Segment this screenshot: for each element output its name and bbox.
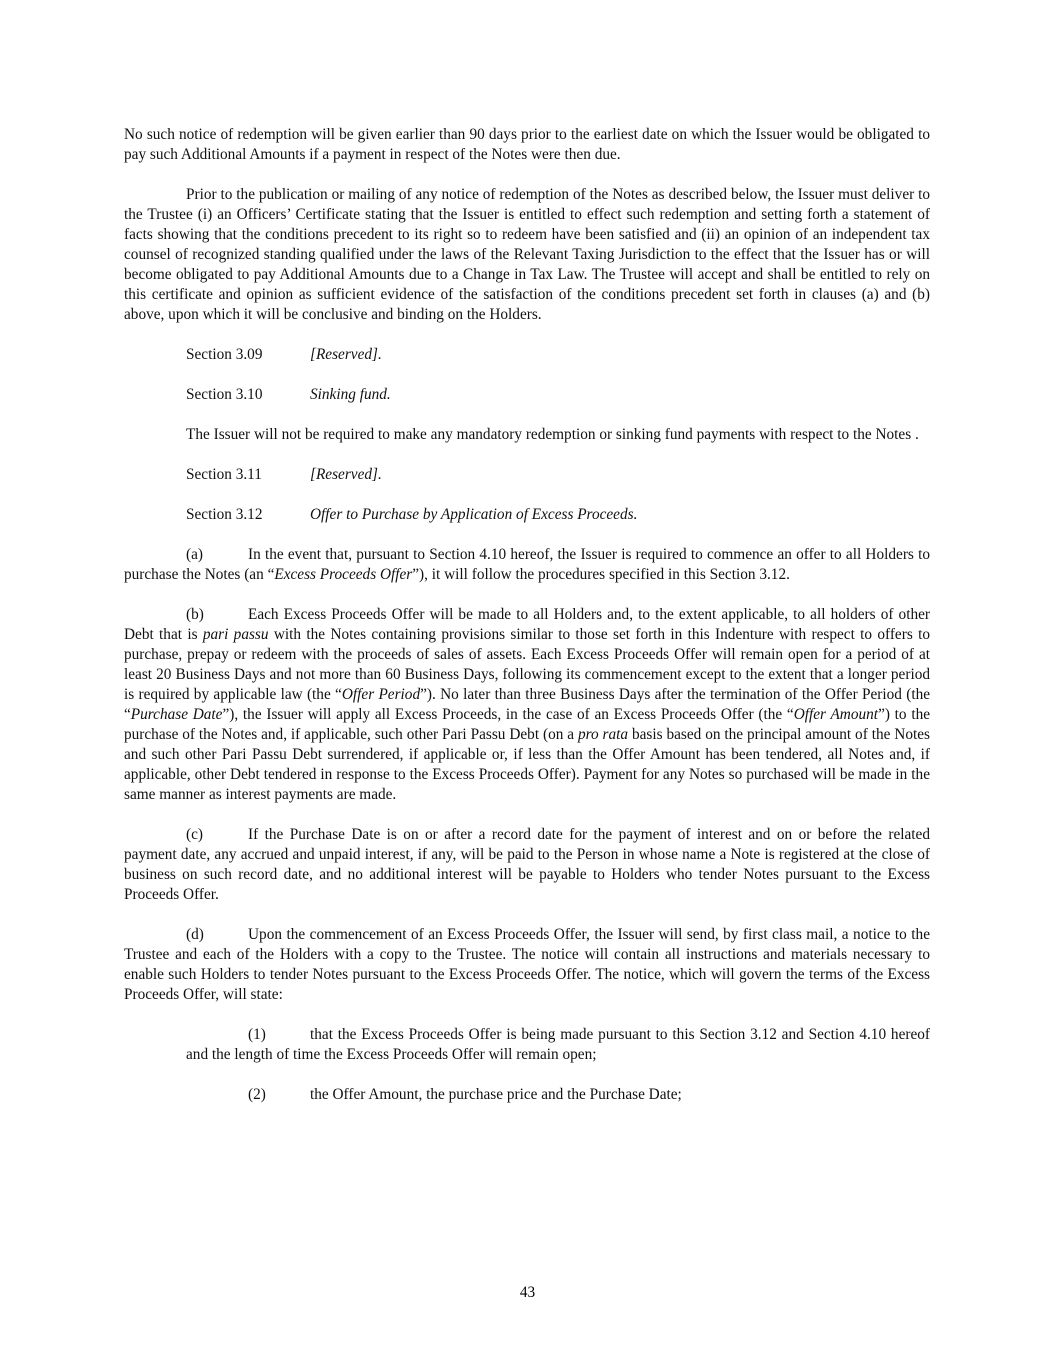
section-3-12-heading <box>186 505 930 525</box>
clause-text: Each Excess Proceeds Offer will be made to all Holders and, to the extent applicable, to all holders of other Debt that is <box>124 606 930 643</box>
clause-text: basis based on the principal amount of the Notes and such other Pari Passu Debt surrendered, if applicable or, if less than the Offer Amount has been tendered, all Notes and, if applicable, other Debt tendered in response to the Excess Proceeds Offer). Payment for any Notes so purchased will be made in the same manner as interest payments are made. <box>124 726 930 803</box>
clause-a <box>124 545 930 585</box>
subclause-text: the Offer Amount, the purchase price and the Purchase Date; <box>310 1086 682 1103</box>
clause-label: (d) <box>186 926 204 943</box>
section-title: [Reserved]. <box>310 466 382 483</box>
subclause-label: (2) <box>248 1086 266 1103</box>
clause-label: (b) <box>186 606 204 623</box>
section-title: [Reserved]. <box>310 346 382 363</box>
clause-c <box>124 825 930 905</box>
clause-text: If the Purchase Date is on or after a record date for the payment of interest and on or before the related payment date, any accrued and unpaid interest, if any, will be paid to the Person in whose name a Note is registered at the close of business on such record date, and no additional interest will be payable to Holders who tender Notes pursuant to the Excess Proceeds Offer. <box>124 826 930 903</box>
section-3-10-heading <box>186 385 930 405</box>
italic-term: pro rata <box>577 726 629 743</box>
section-number: Section 3.11 <box>186 466 262 483</box>
defined-term: Offer Amount <box>793 706 879 723</box>
paragraph-notice-timing: No such notice of redemption will be given earlier than 90 days prior to the earliest date on which the Issuer would be obligated to pay such Additional Amounts if a payment in respect of the Notes were then due. <box>124 126 930 163</box>
italic-term: pari passu <box>202 626 269 643</box>
paragraph-officers-certificate: Prior to the publication or mailing of any notice of redemption of the Notes as described below, the Issuer must deliver to the Trustee (i) an Officers’ Certificate stating that the Issuer is entitled to effect such redemption and setting forth a statement of facts showing that the conditions precedent to its right so to redeem have been satisfied and (ii) an opinion of an independent tax counsel of recognized standing qualified under the laws of the Relevant Taxing Jurisdiction to the effect that the Issuer has or will become obligated to pay Additional Amounts due to a Change in Tax Law. The Trustee will accept and shall be entitled to rely on this certificate and opinion as sufficient evidence of the satisfaction of the conditions precedent set forth in clauses (a) and (b) above, upon which it will be conclusive and binding on the Holders. <box>124 186 930 323</box>
defined-term: Excess Proceeds Offer <box>274 566 413 583</box>
section-number: Section 3.09 <box>186 346 263 363</box>
section-title: Offer to Purchase by Application of Excess Proceeds. <box>310 506 638 523</box>
subclause-2 <box>186 1085 930 1105</box>
clause-text: ”). No later than three Business Days after the termination of the Offer Period (the “ <box>124 686 931 723</box>
clause-b <box>124 605 930 805</box>
clause-text: Upon the commencement of an Excess Proceeds Offer, the Issuer will send, by first class mail, a notice to the Trustee and each of the Holders with a copy to the Trustee. The notice will contain all instructions and materials necessary to enable such Holders to tender Notes pursuant to the Excess Proceeds Offer. The notice, which will govern the terms of the Excess Proceeds Offer, will state: <box>124 926 930 1003</box>
defined-term: Offer Period <box>341 686 421 703</box>
subclause-text: that the Excess Proceeds Offer is being made pursuant to this Section 3.12 and Section 4.10 hereof and the length of time the Excess Proceeds Offer will remain open; <box>186 1026 930 1063</box>
clause-text: In the event that, pursuant to Section 4.10 hereof, the Issuer is required to commence an offer to all Holders to purchase the Notes (an “ <box>124 546 930 583</box>
section-number: Section 3.10 <box>186 386 263 403</box>
section-3-11-heading <box>186 465 930 485</box>
page-number: 43 <box>519 1284 536 1301</box>
section-3-09-heading <box>186 345 930 365</box>
subclause-1 <box>186 1025 930 1065</box>
section-title: Sinking fund. <box>310 386 391 403</box>
document-page <box>124 125 930 1125</box>
clause-text: ”), the Issuer will apply all Excess Proceeds, in the case of an Excess Proceeds Offer (the “ <box>222 706 794 723</box>
clause-text: ”), it will follow the procedures specified in this Section 3.12. <box>412 566 790 583</box>
clause-text: ”) to the purchase of the Notes and, if applicable, such other Pari Passu Debt (on a <box>124 706 931 743</box>
paragraph-sinking-fund: The Issuer will not be required to make any mandatory redemption or sinking fund payments with respect to the Notes . <box>186 426 919 443</box>
subclause-label: (1) <box>248 1026 266 1043</box>
section-number: Section 3.12 <box>186 506 263 523</box>
clause-text: with the Notes containing provisions similar to those set forth in this Indenture with respect to offers to purchase, prepay or redeem with the proceeds of sales of assets. Each Excess Proceeds Offer will remain open for a period of at least 20 Business Days and not more than 60 Business Days, following its commencement except to the extent that a longer period is required by applicable law (the “ <box>124 626 930 703</box>
defined-term: Purchase Date <box>130 706 223 723</box>
clause-label: (a) <box>186 546 203 563</box>
clause-d <box>124 925 930 1005</box>
clause-label: (c) <box>186 826 203 843</box>
